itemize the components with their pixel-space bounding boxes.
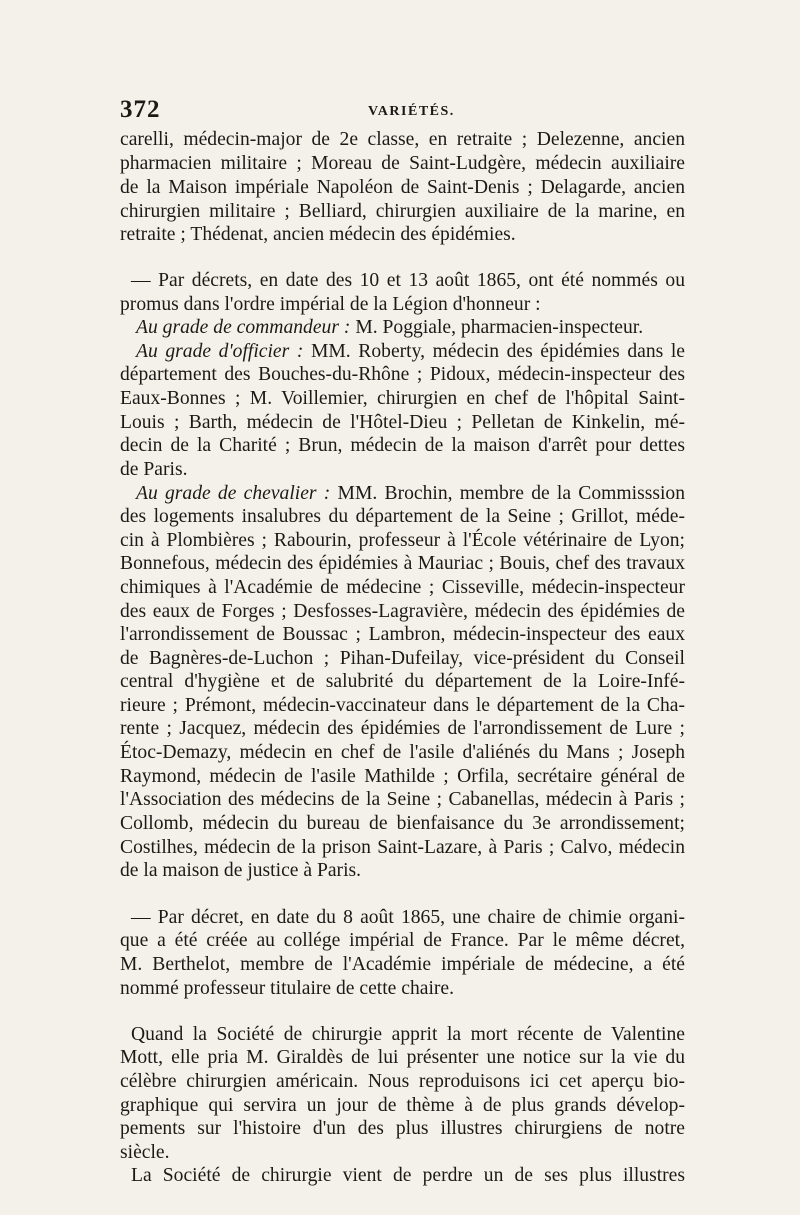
text-line: pements sur l'histoire d'un des plus illustres chirurgiens de notre — [120, 1118, 685, 1139]
running-head: VARIÉTÉS. — [368, 104, 455, 119]
text-line: Quand la Société de chirurgie apprit la mort récente de Valentine — [131, 1024, 685, 1045]
grade-text: MM. Brochin, membre de la Commisssion — [337, 483, 685, 504]
text-line — [136, 482, 685, 506]
text-line: — Par décret, en date du 8 août 1865, une chaire de chimie organi- — [131, 907, 685, 928]
text-line: de Bagnères-de-Luchon ; Pihan-Dufeilay, vice-président du Conseil — [120, 648, 685, 669]
text-line: Louis ; Barth, médecin de l'Hôtel-Dieu ; Pelletan de Kinkelin, mé- — [120, 412, 685, 433]
text-line: Mott, elle pria M. Giraldès de lui présenter une notice sur la vie du — [120, 1047, 685, 1068]
page-header — [120, 96, 685, 126]
text-line: Collomb, médecin du bureau de bienfaisance du 3e arrondissement; — [120, 813, 685, 834]
text-line: que a été créée au collége impérial de France. Par le même décret, — [120, 930, 685, 951]
text-line: nommé professeur titulaire de cette chaire. — [120, 978, 455, 999]
text-line: La Société de chirurgie vient de perdre un de ses plus illustres — [131, 1165, 685, 1186]
text-line — [136, 340, 685, 364]
text-line: rieure ; Prémont, médecin-vaccinateur dans le département de la Cha- — [120, 695, 685, 716]
text-line: département des Bouches-du-Rhône ; Pidoux, médecin-inspecteur des — [120, 364, 685, 385]
text-line: Costilhes, médecin de la prison Saint-Lazare, à Paris ; Calvo, médecin — [120, 837, 685, 858]
text-line: siècle. — [120, 1142, 170, 1163]
text-line: chirurgien militaire ; Belliard, chirurgien auxiliaire de la marine, en — [120, 201, 685, 222]
text-line: graphique qui servira un jour de thème à de plus grands dévelop- — [120, 1095, 685, 1116]
page-number: 372 — [120, 96, 161, 123]
text-line: des eaux de Forges ; Desfosses-Lagravière, médecin des épidémies de — [120, 601, 685, 622]
text-line: promus dans l'ordre impérial de la Légion d'honneur : — [120, 294, 541, 315]
grade-label: Au grade d'officier : — [136, 341, 304, 362]
text-line: Étoc-Demazy, médecin en chef de l'asile d'aliénés du Mans ; Joseph — [120, 742, 685, 763]
text-line: decin de la Charité ; Brun, médecin de la maison d'arrêt pour dettes — [120, 435, 685, 456]
text-line: Raymond, médecin de l'asile Mathilde ; Orfila, secrétaire général de — [120, 766, 685, 787]
text-line: rente ; Jacquez, médecin des épidémies de l'arrondissement de Lure ; — [120, 718, 685, 739]
text-line: Bonnefous, médecin des épidémies à Mauriac ; Bouis, chef des travaux — [120, 553, 685, 574]
text-line: l'arrondissement de Boussac ; Lambron, médecin-inspecteur des eaux — [120, 624, 685, 645]
text-line: Eaux-Bonnes ; M. Voillemier, chirurgien en chef de l'hôpital Saint- — [120, 388, 685, 409]
text-line: de Paris. — [120, 459, 188, 480]
grade-text: MM. Roberty, médecin des épidémies dans le — [310, 341, 685, 362]
text-line: retraite ; Thédenat, ancien médecin des épidémies. — [120, 224, 516, 245]
text-line: pharmacien militaire ; Moreau de Saint-Ludgère, médecin auxiliaire — [120, 153, 685, 174]
text-line: célèbre chirurgien américain. Nous reproduisons ici cet aperçu bio- — [120, 1071, 685, 1092]
text-line: — Par décrets, en date des 10 et 13 août 1865, ont été nommés ou — [131, 270, 685, 291]
text-line: carelli, médecin-major de 2e classe, en retraite ; Delezenne, ancien — [120, 129, 685, 150]
text-line: de la Maison impériale Napoléon de Saint-Denis ; Delagarde, ancien — [120, 177, 685, 198]
text-line: chimiques à l'Académie de médecine ; Cisseville, médecin-inspecteur — [120, 577, 685, 598]
text-line: des logements insalubres du département de la Seine ; Grillot, méde- — [120, 506, 685, 527]
text-line: de la maison de justice à Paris. — [120, 860, 362, 881]
text-line: M. Berthelot, membre de l'Académie impériale de médecine, a été — [120, 954, 685, 975]
text-line: l'Association des médecins de la Seine ; Cabanellas, médecin à Paris ; — [120, 789, 685, 810]
grade-label: Au grade de commandeur : — [136, 317, 351, 338]
grade-text: M. Poggiale, pharmacien-inspecteur. — [355, 317, 644, 338]
text-line: cin à Plombières ; Rabourin, professeur à l'École vétérinaire de Lyon; — [120, 530, 685, 551]
text-line — [136, 316, 685, 340]
grade-label: Au grade de chevalier : — [136, 483, 331, 504]
text-line: central d'hygiène et de salubrité du département de la Loire-Infé- — [120, 671, 685, 692]
